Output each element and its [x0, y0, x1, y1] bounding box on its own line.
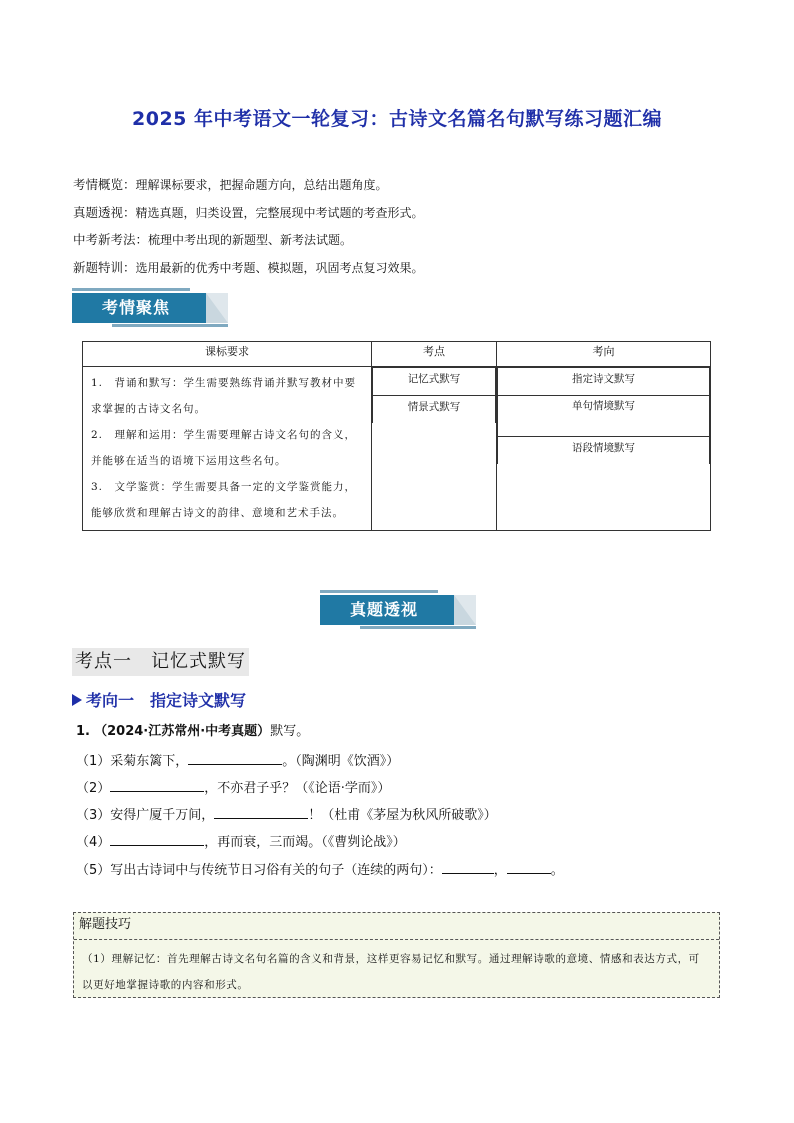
section-banner-real — [320, 590, 476, 630]
intro-line — [73, 204, 723, 232]
point-heading: 考点一 记忆式默写 — [72, 648, 249, 676]
banner-label: 真题透视 — [350, 600, 419, 619]
exam-direction: 指定诗文默写 — [498, 368, 710, 396]
exam-point: 情景式默写 — [373, 396, 496, 424]
item-text: （4） — [76, 835, 111, 850]
tips-divider — [74, 939, 719, 940]
intro-label: 考情概览： — [73, 177, 136, 192]
intro-line — [73, 231, 723, 259]
answer-blank[interactable] — [214, 804, 308, 819]
table-header: 考向 — [497, 342, 711, 367]
intro-text: 选用最新的优秀中考题、模拟题，巩固考点复习效果。 — [135, 260, 424, 275]
answer-blank[interactable] — [507, 859, 551, 874]
answer-blank[interactable] — [442, 859, 494, 874]
direction-heading-text: 考向一 指定诗文默写 — [86, 691, 247, 710]
intro-text: 梳理中考出现的新题型、新考法试题。 — [148, 233, 353, 247]
tips-box — [73, 912, 720, 998]
intro-label: 中考新考法： — [73, 232, 149, 247]
exam-direction: 语段情境默写 — [498, 437, 710, 465]
requirements-table — [82, 341, 711, 531]
question-item — [76, 831, 406, 853]
intro-label: 真题透视： — [73, 204, 136, 220]
intro-text: 理解课标要求，把握命题方向，总结出题角度。 — [135, 178, 388, 192]
item-text: ，不亦君子乎？（《论语·学而》） — [204, 781, 391, 796]
page-title: 2025 年中考语文一轮复习：古诗文名篇名句默写练习题汇编 — [132, 108, 662, 130]
tips-body: （1）理解记忆：首先理解古诗文名句名篇的含义和背景，这样更容易记忆和默写。通过理解诗歌的意境、情感和表达方式，可以更好地掌握诗歌的内容和形式。 — [82, 953, 700, 991]
item-text: ， — [493, 863, 507, 878]
question-stem — [76, 722, 309, 742]
question-source: （2024·江苏常州·中考真题） — [94, 724, 271, 739]
exam-direction: 单句情境默写 — [498, 396, 710, 437]
banner-label: 考情聚焦 — [102, 298, 171, 317]
item-text: 。 — [550, 863, 564, 878]
item-text: （2） — [76, 781, 111, 796]
answer-blank[interactable] — [110, 777, 204, 792]
answer-blank[interactable] — [110, 831, 204, 846]
requirement-item: 1. 背诵和默写：学生需要熟练背诵并默写教材中要求掌握的古诗文名句。 — [91, 377, 357, 415]
requirement-item: 3. 文学鉴赏：学生需要具备一定的文学鉴赏能力，能够欣赏和理解古诗文的韵律、意境和艺术手法。 — [91, 481, 357, 519]
direction-heading — [72, 688, 246, 714]
directions-cell — [497, 367, 711, 531]
question-number: 1. — [76, 724, 90, 739]
requirement-item: 2. 理解和运用：学生需要理解古诗文名句的含义，并能够在适当的语境下运用这些名句。 — [91, 429, 357, 467]
intro-line — [73, 259, 723, 287]
section-banner-focus — [72, 288, 228, 328]
intro-line — [73, 176, 723, 204]
tips-title: 解题技巧 — [79, 917, 132, 932]
item-text: ！（杜甫《茅屋为秋风所破歌》） — [308, 808, 497, 823]
answer-blank[interactable] — [188, 750, 282, 765]
table-header: 课标要求 — [83, 342, 372, 367]
item-text: （5）写出古诗词中与传统节日习俗有关的句子（连续的两句）： — [76, 863, 442, 878]
intro-list — [73, 176, 723, 286]
requirements-cell — [83, 367, 372, 531]
question-item — [76, 804, 497, 826]
exam-point: 记忆式默写 — [373, 368, 496, 396]
question-instruction: 默写。 — [270, 724, 310, 739]
triangle-icon — [72, 694, 82, 706]
intro-label: 新题特训： — [73, 259, 136, 275]
item-text: （3）安得广厦千万间， — [76, 808, 215, 823]
table-header: 考点 — [372, 342, 497, 367]
item-text: 。（陶渊明《饮酒》） — [282, 754, 400, 769]
item-text: ，再而衰，三而竭。（《曹刿论战》） — [204, 835, 406, 850]
question-item — [76, 859, 564, 881]
item-text: （1）采菊东篱下， — [76, 754, 189, 769]
points-cell — [372, 367, 497, 531]
intro-text: 精选真题，归类设置，完整展现中考试题的考查形式。 — [135, 205, 424, 220]
question-item — [76, 777, 390, 799]
question-item — [76, 750, 399, 772]
